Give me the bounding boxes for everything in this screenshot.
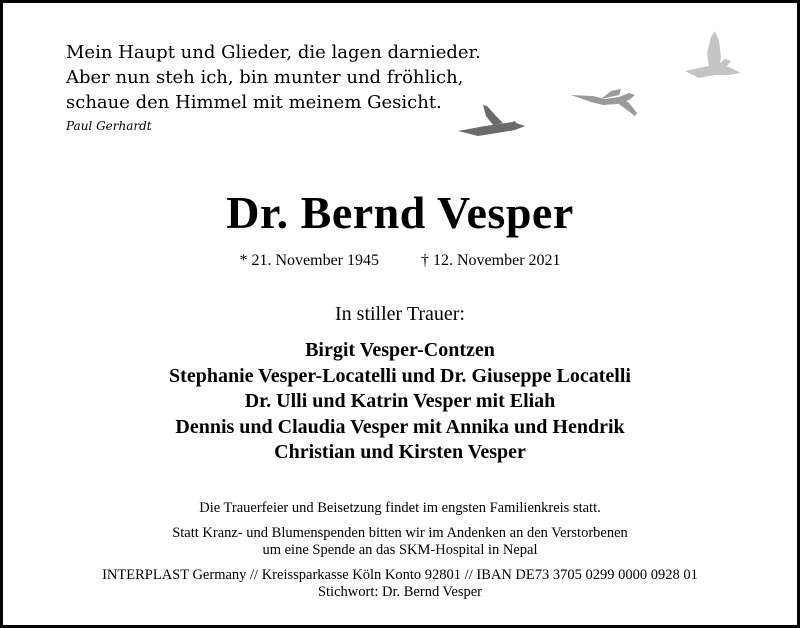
survivor-line: Christian und Kirsten Vesper — [274, 441, 526, 463]
bird-icon — [685, 31, 741, 78]
life-dates — [3, 252, 797, 270]
donation-request: um eine Spende an das SKM-Hospital in Nepal — [262, 542, 538, 558]
survivor-line: Dennis und Claudia Vesper mit Annika und Hendrik — [175, 415, 625, 438]
mourning-heading: In stiller Trauer: — [335, 303, 465, 325]
donation-keyword: Stichwort: Dr. Bernd Vesper — [317, 584, 483, 600]
poem-line: schaue den Himmel mit meinem Gesicht. — [66, 92, 442, 113]
bird-icon — [571, 89, 637, 116]
funeral-notice: Die Trauerfeier und Beisetzung findet im engsten Familienkreis statt. — [199, 500, 601, 516]
deceased-name: Dr. Bernd Vesper — [226, 187, 574, 238]
survivors-list — [3, 338, 797, 466]
bank-details: INTERPLAST Germany // Kreissparkasse Köln Konto 92801 // IBAN DE73 3705 0299 0000 0928 01 — [102, 566, 698, 583]
poem-line: Mein Haupt und Glieder, die lagen darnieder. — [66, 42, 481, 63]
survivor-line: Stephanie Vesper-Locatelli und Dr. Giuseppe Locatelli — [169, 364, 631, 387]
death-date: † 12. November 2021 — [421, 252, 561, 269]
poem-author: Paul Gerhardt — [66, 119, 152, 133]
poem-quote — [66, 40, 481, 133]
donation-request: Statt Kranz- und Blumenspenden bitten wir im Andenken an den Verstorbenen — [172, 524, 628, 541]
poem-line: Aber nun steh ich, bin munter und fröhlich, — [66, 67, 464, 88]
flying-birds-illustration — [453, 23, 763, 163]
bird-icon — [458, 105, 525, 136]
survivor-line: Birgit Vesper-Contzen — [305, 339, 495, 361]
survivor-line: Dr. Ulli und Katrin Vesper mit Eliah — [244, 390, 556, 412]
funeral-notices — [3, 500, 797, 602]
birth-date: * 21. November 1945 — [239, 252, 379, 269]
